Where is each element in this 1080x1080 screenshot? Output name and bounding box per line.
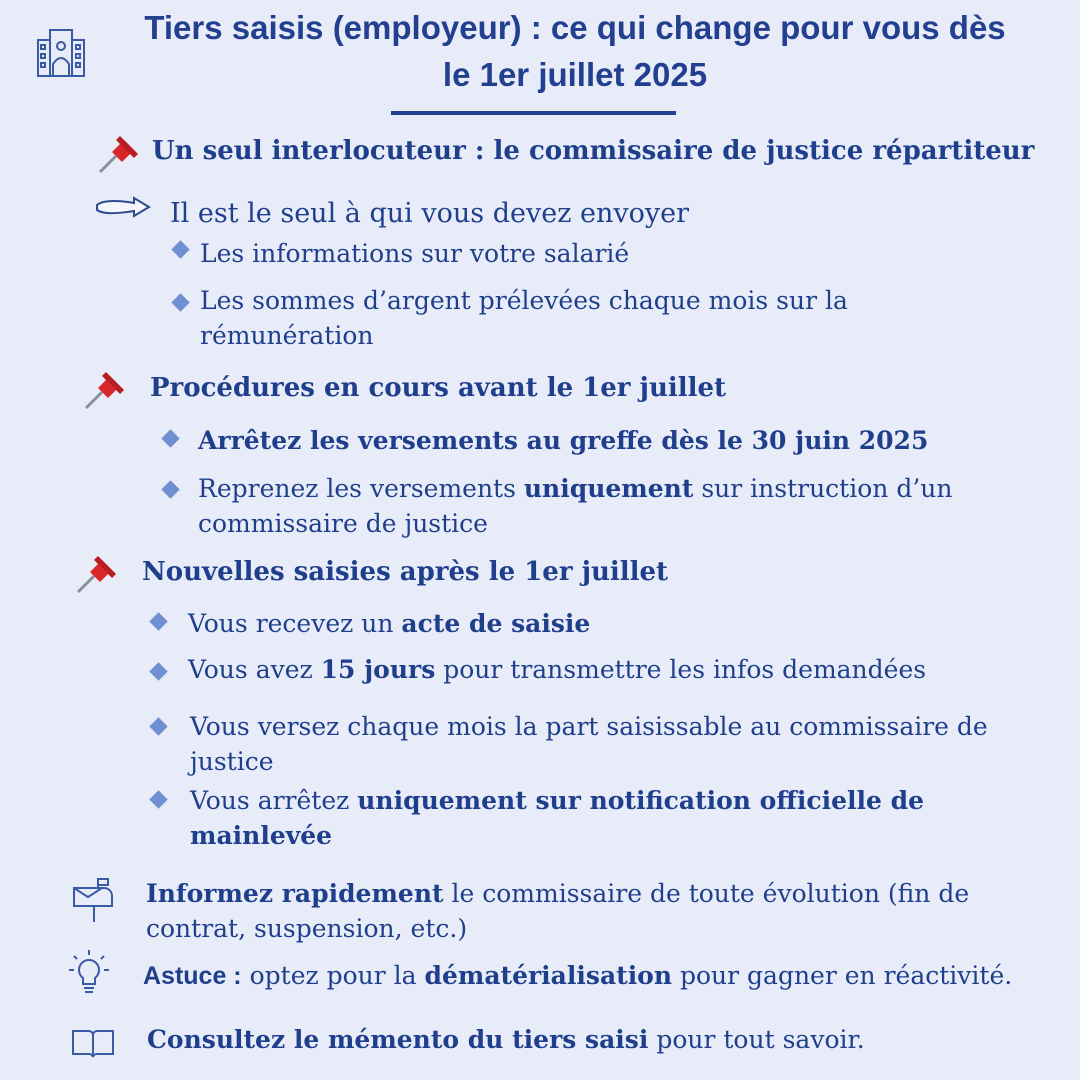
office-building-icon bbox=[34, 26, 88, 78]
pushpin-icon bbox=[80, 366, 130, 412]
pointing-arrow-icon bbox=[94, 195, 152, 219]
diamond-bullet-icon bbox=[171, 240, 189, 258]
diamond-bullet-icon bbox=[149, 662, 167, 680]
diamond-bullet-icon bbox=[161, 480, 179, 498]
pushpin-icon bbox=[94, 130, 144, 176]
section2-heading: Procédures en cours avant le 1er juillet bbox=[150, 373, 727, 403]
memento-note: Consultez le mémento du tiers saisi pour tout savoir. bbox=[147, 1025, 865, 1054]
tip-note: Astuce : optez pour la dématérialisation pour gagner en réactivité. bbox=[143, 961, 1013, 990]
section1-heading: Un seul interlocuteur : le commissaire de justice répartiteur bbox=[152, 136, 1035, 166]
open-book-icon bbox=[70, 1026, 116, 1060]
inform-note: Informez rapidement le commissaire de toute évolution (fin de contrat, suspension, etc.) bbox=[146, 879, 970, 943]
list-item: Vous avez 15 jours pour transmettre les infos demandées bbox=[188, 655, 927, 684]
title-underline bbox=[391, 111, 676, 115]
diamond-bullet-icon bbox=[149, 790, 167, 808]
section3-heading: Nouvelles saisies après le 1er juillet bbox=[142, 557, 669, 587]
page-title: Tiers saisis (employeur) : ce qui change pour vous dès le 1er juillet 2025 bbox=[144, 9, 1006, 93]
diamond-bullet-icon bbox=[149, 612, 167, 630]
diamond-bullet-icon bbox=[171, 293, 189, 311]
list-item: Arrêtez les versements au greffe dès le 30 juin 2025 bbox=[198, 426, 929, 455]
section1-intro: Il est le seul à qui vous devez envoyer bbox=[170, 198, 690, 229]
diamond-bullet-icon bbox=[149, 717, 167, 735]
list-item: Vous versez chaque mois la part saisissable au commissaire de justice bbox=[190, 712, 988, 776]
list-item: Les informations sur votre salarié bbox=[200, 239, 630, 268]
pushpin-icon bbox=[72, 550, 122, 596]
list-item: Les sommes d’argent prélevées chaque mois sur la rémunération bbox=[200, 286, 848, 350]
mailbox-icon bbox=[68, 876, 118, 924]
diamond-bullet-icon bbox=[161, 429, 179, 447]
list-item: Vous arrêtez uniquement sur notification officielle de mainlevée bbox=[190, 786, 924, 850]
lightbulb-icon bbox=[66, 948, 112, 996]
list-item: Vous recevez un acte de saisie bbox=[188, 609, 591, 638]
list-item: Reprenez les versements uniquement sur instruction d’un commissaire de justice bbox=[198, 474, 953, 538]
